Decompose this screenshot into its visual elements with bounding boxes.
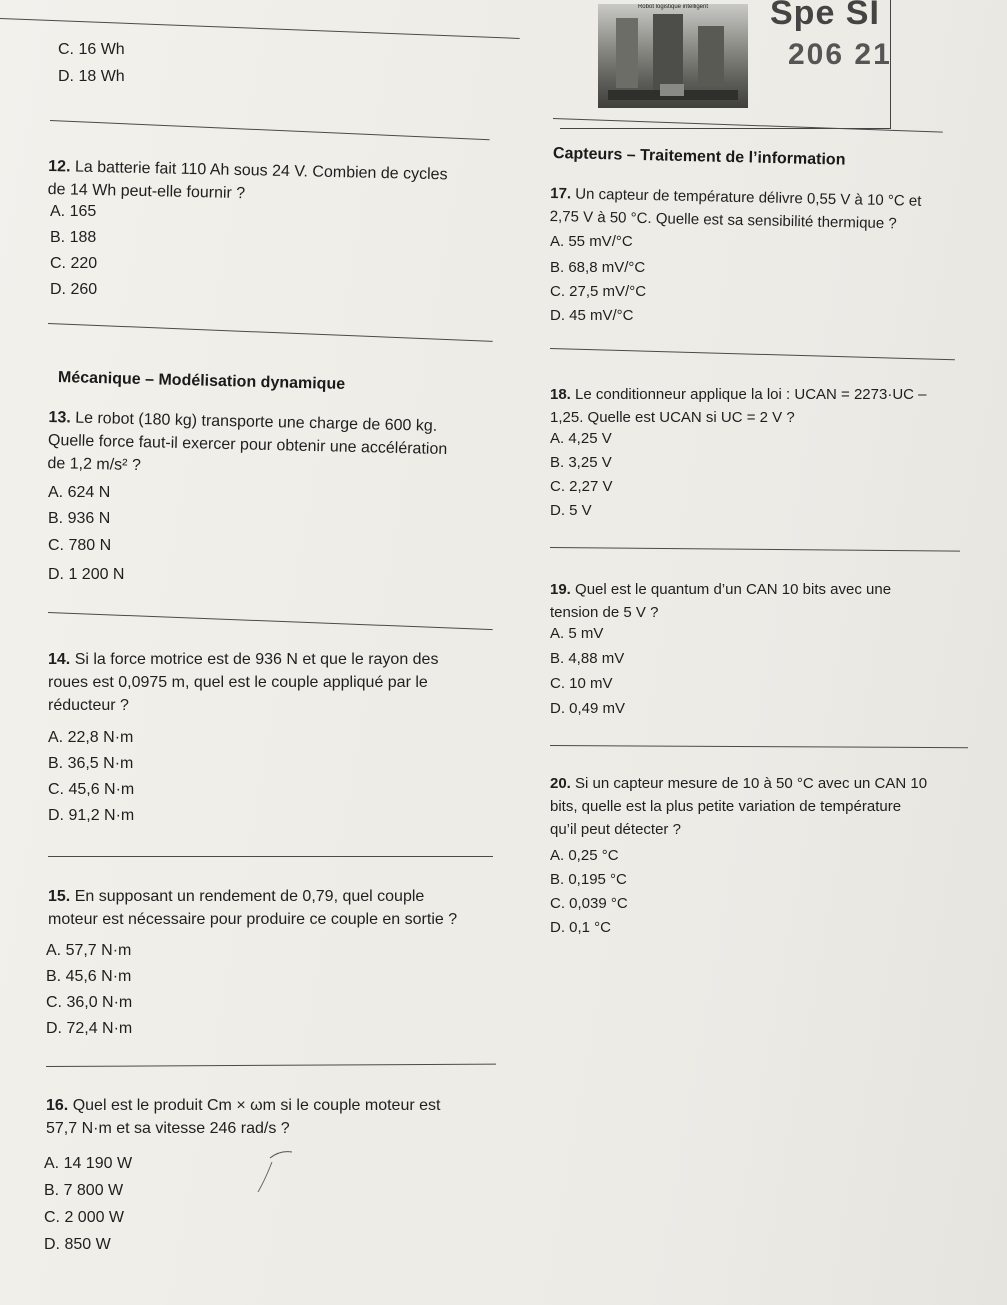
- q17-option-d[interactable]: D. 45 mV/°C: [550, 307, 634, 324]
- q12-option-d[interactable]: D. 260: [50, 281, 98, 298]
- question-text: tension de 5 V ?: [550, 604, 659, 621]
- q20-option-d[interactable]: D. 0,1 °C: [550, 919, 612, 936]
- q12-option-a[interactable]: A. 165: [50, 203, 97, 220]
- section-title-mecanique: Mécanique – Modélisation dynamique: [57, 369, 346, 394]
- divider: [50, 120, 490, 140]
- q17-option-c[interactable]: C. 27,5 mV/°C: [550, 283, 647, 300]
- question-text: 2,75 V à 50 °C. Quelle est sa sensibilité thermique ?: [549, 207, 897, 233]
- question-text: qu’il peut détecter ?: [550, 821, 681, 838]
- question-text: Le conditionneur applique la loi : UCAN = 2273·UC –: [575, 386, 927, 403]
- robot-warehouse-photo-icon: [598, 4, 748, 108]
- q18-option-b[interactable]: B. 3,25 V: [550, 454, 612, 471]
- q12-option-b[interactable]: B. 188: [50, 229, 97, 246]
- header-rule-left: [0, 18, 520, 39]
- q19-option-a[interactable]: A. 5 mV: [550, 625, 604, 642]
- q16-option-c[interactable]: C. 2 000 W: [44, 1209, 125, 1226]
- q20-option-a[interactable]: A. 0,25 °C: [550, 847, 619, 864]
- q14-option-c[interactable]: C. 45,6 N·m: [48, 781, 135, 798]
- divider: [48, 323, 493, 342]
- question-text: 1,25. Quelle est UCAN si UC = 2 V ?: [550, 409, 795, 426]
- question-text: Un capteur de température délivre 0,55 V à 10 °C et: [575, 185, 922, 210]
- question-number: 15.: [48, 888, 71, 905]
- q13-option-c[interactable]: C. 780 N: [48, 537, 112, 554]
- q13-option-b[interactable]: B. 936 N: [48, 510, 111, 527]
- q14-option-d[interactable]: D. 91,2 N·m: [48, 807, 135, 824]
- q17-option-a[interactable]: A. 55 mV/°C: [550, 233, 633, 250]
- question-12: [48, 155, 519, 211]
- question-number: 12.: [48, 158, 71, 176]
- question-text: Le robot (180 kg) transporte une charge de 600 kg.: [75, 409, 438, 435]
- question-text: Si la force motrice est de 936 N et que le rayon des: [74, 651, 439, 668]
- q15-option-b[interactable]: B. 45,6 N·m: [46, 968, 132, 985]
- q20-option-b[interactable]: B. 0,195 °C: [550, 871, 627, 888]
- q18-option-c[interactable]: C. 2,27 V: [550, 478, 613, 495]
- pen-mark-icon: [250, 1140, 310, 1200]
- question-15: [48, 885, 518, 931]
- question-text: En supposant un rendement de 0,79, quel couple: [74, 888, 425, 905]
- q17-option-b[interactable]: B. 68,8 mV/°C: [550, 259, 646, 276]
- question-number: 17.: [550, 185, 572, 203]
- question-number: 20.: [550, 775, 571, 792]
- divider: [48, 612, 493, 630]
- divider: [550, 745, 968, 748]
- question-text: bits, quelle est la plus petite variation de température: [550, 798, 902, 815]
- question-text: de 1,2 m/s² ?: [47, 454, 142, 475]
- question-text: réducteur ?: [48, 697, 129, 714]
- q13-option-a[interactable]: A. 624 N: [48, 484, 111, 501]
- divider: [550, 547, 960, 552]
- q15-option-c[interactable]: C. 36,0 N·m: [46, 994, 133, 1011]
- q19-option-d[interactable]: D. 0,49 mV: [550, 700, 626, 717]
- q14-option-a[interactable]: A. 22,8 N·m: [48, 729, 134, 746]
- question-text: roues est 0,0975 m, quel est le couple appliqué par le: [48, 674, 428, 691]
- q20-option-c[interactable]: C. 0,039 °C: [550, 895, 628, 912]
- robot-shelves-icon: [598, 4, 748, 108]
- prev-option-d[interactable]: D. 18 Wh: [58, 68, 125, 85]
- question-17: [550, 182, 971, 237]
- question-20: [550, 772, 980, 841]
- question-18: [550, 383, 970, 429]
- question-number: 18.: [550, 386, 571, 403]
- question-19: [550, 578, 970, 624]
- question-text: Quel est le quantum d’un CAN 10 bits avec une: [575, 581, 892, 598]
- question-number: 19.: [550, 581, 571, 598]
- q19-option-b[interactable]: B. 4,88 mV: [550, 650, 625, 667]
- question-text: moteur est nécessaire pour produire ce couple en sortie ?: [48, 911, 458, 928]
- q18-option-a[interactable]: A. 4,25 V: [550, 430, 612, 447]
- q16-option-b[interactable]: B. 7 800 W: [44, 1182, 124, 1199]
- q15-option-d[interactable]: D. 72,4 N·m: [46, 1020, 133, 1037]
- image-caption: Robot logistique intelligent: [637, 4, 709, 10]
- section-title-capteurs: Capteurs – Traitement de l’information: [552, 145, 846, 169]
- divider: [48, 856, 493, 857]
- q14-option-b[interactable]: B. 36,5 N·m: [48, 755, 134, 772]
- question-text: Quelle force faut-il exercer pour obtenir une accélération: [47, 432, 448, 459]
- question-number: 13.: [48, 409, 71, 427]
- question-text: 57,7 N·m et sa vitesse 246 rad/s ?: [46, 1120, 290, 1137]
- question-number: 16.: [46, 1097, 69, 1114]
- q15-option-a[interactable]: A. 57,7 N·m: [46, 942, 132, 959]
- course-code: 206 21: [788, 38, 892, 71]
- course-title: Spe SI: [770, 0, 880, 32]
- q18-option-d[interactable]: D. 5 V: [550, 502, 592, 519]
- q12-option-c[interactable]: C. 220: [50, 255, 98, 272]
- question-16: [46, 1094, 516, 1140]
- q16-option-a[interactable]: A. 14 190 W: [44, 1155, 133, 1172]
- question-text: Quel est le produit Cm × ωm si le couple moteur est: [72, 1097, 441, 1114]
- question-13: [47, 406, 528, 486]
- divider: [46, 1064, 496, 1067]
- divider: [550, 348, 955, 360]
- prev-option-c[interactable]: C. 16 Wh: [58, 41, 125, 58]
- question-text: de 14 Wh peut-elle fournir ?: [47, 180, 246, 203]
- q13-option-d[interactable]: D. 1 200 N: [48, 566, 125, 583]
- q19-option-c[interactable]: C. 10 mV: [550, 675, 613, 692]
- question-text: Si un capteur mesure de 10 à 50 °C avec un CAN 10: [575, 775, 928, 792]
- q16-option-d[interactable]: D. 850 W: [44, 1236, 111, 1253]
- question-14: [48, 648, 518, 717]
- question-number: 14.: [48, 651, 71, 668]
- question-text: La batterie fait 110 Ah sous 24 V. Combien de cycles: [74, 158, 448, 184]
